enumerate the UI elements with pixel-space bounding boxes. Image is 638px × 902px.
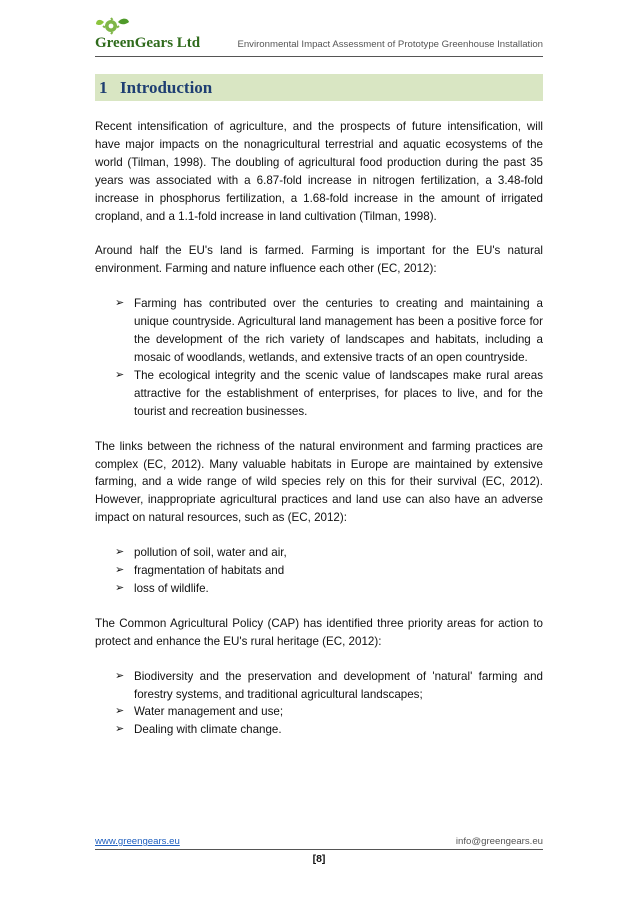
page-footer — [95, 836, 543, 850]
arrow-bullet-icon: ➢ — [115, 546, 125, 559]
section-number: 1 — [99, 78, 108, 97]
arrow-bullet-icon: ➢ — [115, 564, 125, 577]
section-title: Introduction — [120, 78, 213, 97]
paragraph: Recent intensification of agriculture, and the prospects of future intensification, will have major impacts on the nonagricultural terrestrial and aquatic ecosystems of the world (Tilman, 1998). The doubling of agricultural food production during the past 35 years was associated with a 6.87-fold increase in nitrogen fertilization, a 3.48-fold increase in phosphorus fertilization, a 1.68-fold increase in the amount of irrigated cropland, and a 1.1-fold increase in land cultivation (Tilman, 1998). — [95, 120, 543, 223]
list-item: ➢ The ecological integrity and the scenic value of landscapes make rural areas attractive for the establishment of enterprises, for places to live, and for the tourist and recreation businesses. — [115, 368, 543, 418]
bullet-list — [95, 668, 543, 740]
list-item: ➢ pollution of soil, water and air, — [95, 544, 543, 562]
arrow-bullet-icon: ➢ — [115, 705, 125, 718]
page-number: [8] — [312, 853, 326, 865]
arrow-bullet-icon: ➢ — [115, 368, 125, 381]
arrow-bullet-icon: ➢ — [115, 297, 125, 310]
list-item: ➢ Water management and use; — [95, 703, 543, 721]
bullet-list — [95, 544, 543, 598]
list-item: ➢ Dealing with climate change. — [95, 721, 543, 739]
bullet-list — [95, 295, 543, 420]
document-title: Environmental Impact Assessment of Prototype Greenhouse Installation — [237, 39, 543, 50]
list-item: ➢ Farming has contributed over the centuries to creating and maintaining a unique countryside. Agricultural land management has been a positive force for the development of the rich variety of landscapes and habitats, including a mosaic of woodlands, wetlands, and extensive tracts of an open countryside. — [115, 297, 543, 364]
website-link[interactable]: www.greengears.eu — [95, 836, 180, 847]
paragraph: The links between the richness of the natural environment and farming practices are complex (EC, 2012). Many valuable habitats in Europe are maintained by extensive farming, and a wide range of wild species rely on this for their survival (EC, 2012). However, inappropriate agricultural practices and land use can also have an adverse impact on natural resources, such as (EC, 2012): — [95, 439, 543, 525]
greengears-logo — [95, 16, 215, 52]
gear-leaf-icon — [95, 16, 215, 52]
page-header — [95, 14, 543, 57]
list-item: ➢ Biodiversity and the preservation and development of 'natural' farming and forestry systems, and traditional agricultural landscapes; — [115, 669, 543, 701]
arrow-bullet-icon: ➢ — [115, 581, 125, 594]
section-body — [95, 118, 543, 756]
paragraph: The Common Agricultural Policy (CAP) has identified three priority areas for action to protect and enhance the EU's rural heritage (EC, 2012): — [95, 616, 543, 648]
list-item: ➢ fragmentation of habitats and — [95, 562, 543, 580]
email-address: info@greengears.eu — [455, 836, 543, 847]
logo-text: GreenGears Ltd — [95, 35, 201, 51]
section-heading — [95, 74, 543, 101]
list-item: ➢ loss of wildlife. — [95, 580, 543, 598]
paragraph: Around half the EU's land is farmed. Farming is important for the EU's natural environment. Farming and nature influence each other (EC, 2012): — [95, 244, 543, 276]
arrow-bullet-icon: ➢ — [115, 669, 125, 682]
arrow-bullet-icon: ➢ — [115, 723, 125, 736]
